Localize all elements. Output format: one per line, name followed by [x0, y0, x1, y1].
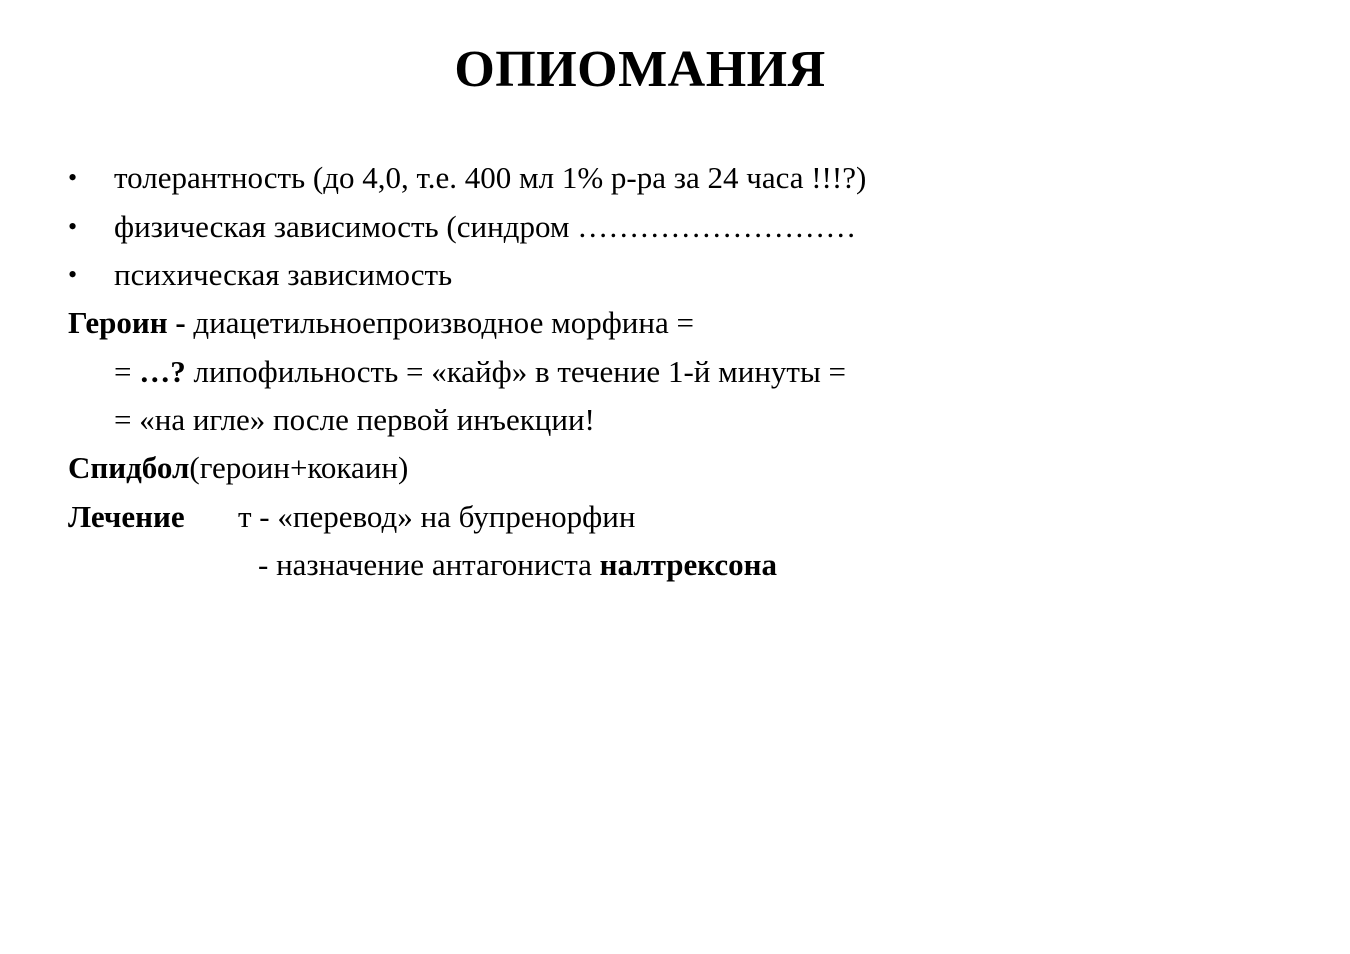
bullet-marker: •: [68, 163, 78, 192]
heroin-line: [68, 303, 694, 343]
heroin-line-3: = «на игле» после первой инъекции!: [114, 402, 595, 437]
speedball-term: Спидбол: [68, 450, 190, 485]
speedball-line: [68, 448, 408, 488]
heroin-line2-bold: …?: [139, 354, 186, 389]
treatment-term-line: [68, 497, 185, 537]
bullet-marker: •: [68, 260, 78, 289]
bullet-tolerance: толерантность (до 4,0, т.е. 400 мл 1% р-ра за 24 часа !!!?): [114, 160, 867, 195]
treatment-term: Лечение: [68, 499, 185, 534]
treatment-item-2: [258, 545, 777, 585]
bullet-psychic-dependence: психическая зависимость: [114, 257, 453, 292]
slide-title: ОПИОМАНИЯ: [454, 41, 826, 98]
heroin-definition: диацетильноепроизводное морфина =: [193, 305, 694, 340]
treatment-item-1: т - «перевод» на бупренорфин: [238, 499, 636, 534]
bullet-marker: •: [68, 212, 78, 241]
treatment-item2-prefix: - назначение антагониста: [258, 547, 592, 582]
heroin-term: Героин -: [68, 305, 186, 340]
treatment-item2-bold: налтрексона: [599, 547, 778, 582]
speedball-definition: (героин+кокаин): [189, 450, 409, 485]
heroin-line2-rest: липофильность = «кайф» в течение 1-й минуты =: [193, 354, 847, 389]
heroin-line-2: [114, 352, 846, 392]
heroin-line2-prefix: =: [114, 354, 132, 389]
bullet-physical-dependence: физическая зависимость (синдром ………………………: [114, 209, 857, 244]
